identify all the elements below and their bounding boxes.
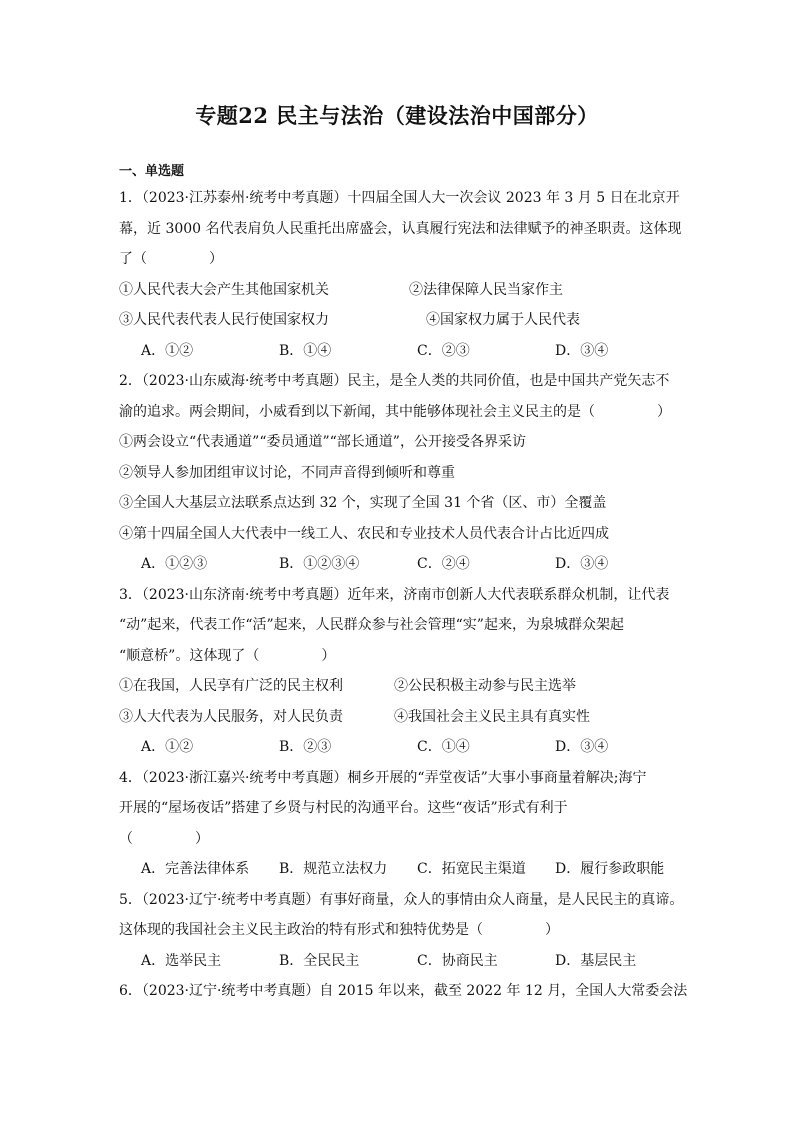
choice-d[interactable]: D．履行参政职能 <box>555 861 665 877</box>
question-stem-line: 3．（2023·山东济南·统考中考真题）近年来，济南市创新人大代表联系群众机制，让代表 <box>119 586 670 603</box>
answer-choices <box>119 946 679 977</box>
statement-option: ④我国社会主义民主具有真实性 <box>394 708 590 725</box>
question-stem-line: 6．（2023·辽宁·统考中考真题）自 2015 年以来，截至 2022 年 12 月，全国人大常委会法 <box>119 983 688 999</box>
choice-c[interactable]: C．①④ <box>417 739 470 755</box>
question-1 <box>119 183 682 366</box>
section-heading: 一、单选题 <box>119 164 185 179</box>
answer-choices <box>119 336 679 367</box>
choice-d[interactable]: D．③④ <box>555 556 609 572</box>
answer-blank-close: ） <box>657 403 671 420</box>
choice-b[interactable]: B．规范立法权力 <box>279 861 388 877</box>
statement-option: ②公民积极主动参与民主选举 <box>394 678 576 694</box>
document-title: 专题22 民主与法治（建设法治中国部分） <box>195 103 599 128</box>
answer-blank-close: ） <box>195 830 209 847</box>
statement-option: ①人民代表大会产生其他国家机关 <box>119 281 329 298</box>
answer-blank-close: ） <box>321 647 336 664</box>
question-3 <box>119 580 679 763</box>
question-stem-line: 5．（2023·辽宁·统考中考真题）有事好商量，众人的事情由众人商量，是人民民主的真谛。 <box>119 891 684 908</box>
question-stem-text: 了（ <box>119 251 147 267</box>
question-stem-text: 这体现的我国社会主义民主政治的特有形式和独特优势是（ <box>119 922 483 938</box>
choice-a[interactable]: A．完善法律体系 <box>141 861 250 877</box>
choice-a[interactable]: A．选举民主 <box>141 952 222 969</box>
question-stem-text: 渝的追求。两会期间，小威看到以下新闻，其中能够体现社会主义民主的是（ <box>119 403 595 420</box>
question-stem-line <box>119 824 679 855</box>
choice-c[interactable]: C．拓宽民主渠道 <box>417 861 526 877</box>
choice-b[interactable]: B．全民民主 <box>279 952 360 969</box>
question-list <box>119 183 688 1007</box>
statement-option: ③全国人大基层立法联系点达到 32 个，实现了全国 31 个省（区、市）全覆盖 <box>119 495 607 511</box>
answer-choices <box>119 854 679 885</box>
question-stem-line: 4．（2023·浙江嘉兴·统考中考真题）桐乡开展的“弄堂夜话”大事小事商量着解决;海宁 <box>119 769 647 786</box>
question-2 <box>119 366 679 580</box>
choice-a[interactable]: A．①② <box>141 739 194 755</box>
statement-option: ①两会设立“代表通道”“委员通道”“部长通道”，公开接受各界采访 <box>119 434 526 450</box>
choice-c[interactable]: C．②③ <box>417 342 470 359</box>
question-stem-line <box>119 397 679 428</box>
statement-row <box>119 702 679 733</box>
answer-blank-close: ） <box>209 251 223 267</box>
statement-option: ④第十四届全国人大代表中一线工人、农民和专业技术人员代表合计占比近四成 <box>119 525 609 542</box>
statement-row <box>119 275 679 306</box>
statement-option: ②领导人参加团组审议讨论，不同声音得到倾听和尊重 <box>119 464 455 481</box>
question-stem-line <box>119 244 679 275</box>
question-4 <box>119 763 679 885</box>
question-stem-line <box>119 641 679 672</box>
choice-b[interactable]: B．②③ <box>279 739 332 755</box>
answer-blank-open: （ <box>119 830 133 847</box>
question-stem-line: 2．（2023·山东威海·统考中考真题）民主，是全人类的共同价值，也是中国共产党矢志不 <box>119 373 670 389</box>
statement-option: ③人民代表代表人民行使国家权力 <box>119 312 329 328</box>
question-stem-line <box>119 915 679 946</box>
question-stem-line: “动”起来，代表工作“活”起来，人民群众参与社会管理“实”起来，为泉城群众架起 <box>119 617 624 633</box>
choice-d[interactable]: D．③④ <box>555 739 609 755</box>
question-6 <box>119 976 688 1007</box>
choice-d[interactable]: D．基层民主 <box>555 952 637 969</box>
statement-row <box>119 671 679 702</box>
choice-a[interactable]: A．①② <box>141 342 194 359</box>
choice-a[interactable]: A．①②③ <box>141 556 208 572</box>
choice-b[interactable]: B．①④ <box>279 342 332 359</box>
statement-option: ①在我国，人民享有广泛的民主权利 <box>119 678 343 694</box>
answer-blank-close: ） <box>545 922 559 938</box>
question-5 <box>119 885 684 977</box>
statement-option: ④国家权力属于人民代表 <box>426 312 580 328</box>
choice-b[interactable]: B．①②③④ <box>279 556 360 572</box>
statement-row <box>119 305 679 336</box>
statement-option: ③人大代表为人民服务，对人民负责 <box>119 708 343 725</box>
question-stem-line: 开展的“屋场夜话”搭建了乡贤与村民的沟通平台。这些“夜话”形式有利于 <box>119 800 568 816</box>
answer-choices <box>119 732 679 763</box>
question-stem-line: 1．（2023·江苏泰州·统考中考真题）十四届全国人大一次会议 2023 年 3 月 5 日在北京开 <box>119 190 680 206</box>
question-stem-text: “顺意桥”。这体现了（ <box>119 647 260 664</box>
choice-c[interactable]: C．②④ <box>417 556 470 572</box>
question-stem-line: 幕，近 3000 名代表肩负人民重托出席盛会，认真履行宪法和法律赋予的神圣职责。这体现 <box>119 220 682 237</box>
choice-c[interactable]: C．协商民主 <box>417 952 498 969</box>
choice-d[interactable]: D．③④ <box>555 342 609 359</box>
statement-option: ②法律保障人民当家作主 <box>409 281 563 298</box>
answer-choices <box>119 549 679 580</box>
